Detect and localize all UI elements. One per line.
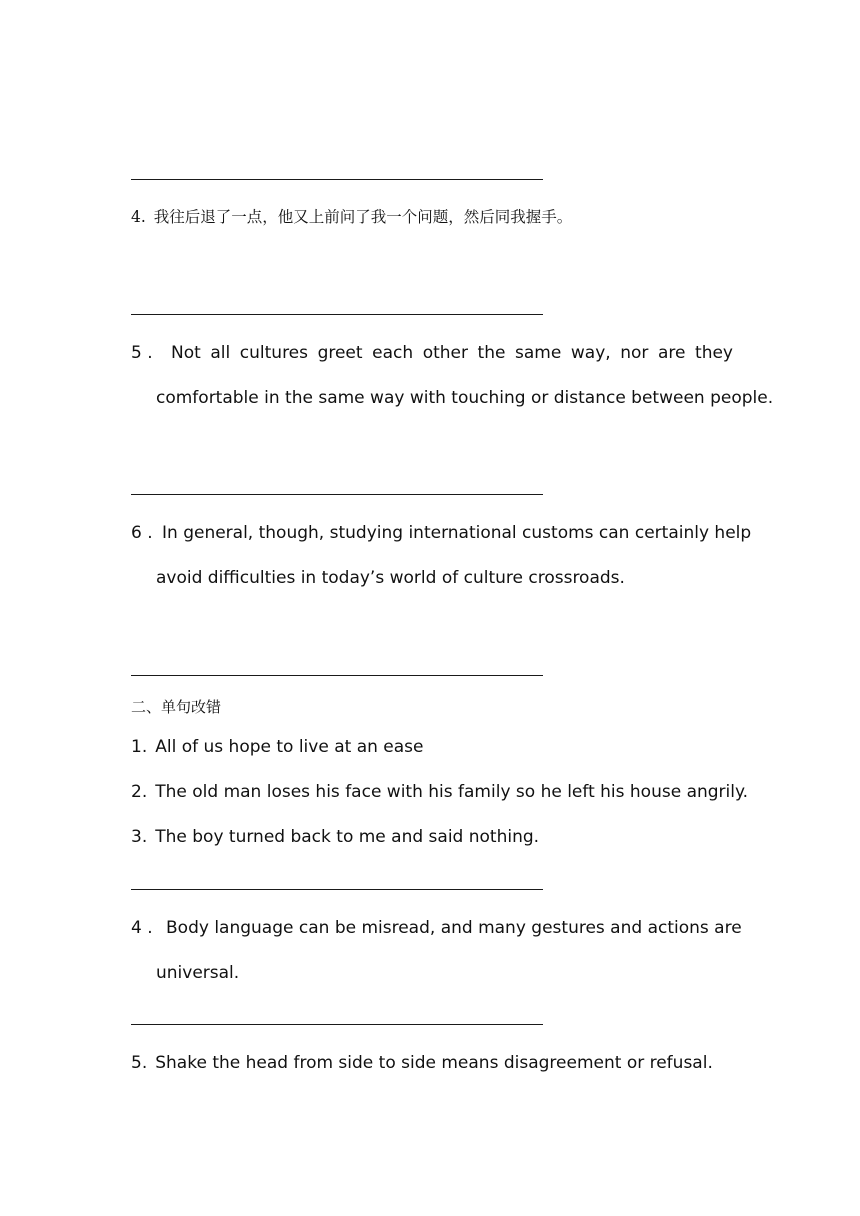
item-text-line1: Body language can be misread, and many gestures and actions are	[166, 918, 742, 938]
correction-item-2	[131, 781, 748, 803]
answer-line	[131, 889, 543, 890]
item-text: The old man loses his face with his family so he left his house angrily.	[155, 782, 749, 802]
answer-line	[131, 314, 543, 315]
item-text-line2: comfortable in the same way with touching or distance between people.	[156, 388, 774, 408]
section-title: 二、单句改错	[131, 698, 222, 716]
item-number: 1.	[131, 737, 148, 757]
correction-item-3	[131, 826, 539, 848]
item-text-line2: universal.	[156, 963, 240, 983]
correction-item-5	[131, 1052, 713, 1074]
item-text-line1: Not all cultures greet each other the same way, nor are they	[171, 343, 733, 363]
correction-item-1	[131, 736, 423, 758]
item-number: 4 .	[131, 918, 153, 938]
item-text-line1: In general, though, studying international customs can certainly help	[162, 523, 752, 543]
item-text: All of us hope to live at an ease	[155, 737, 424, 757]
item-number: 4.	[131, 208, 146, 226]
item-text: 我往后退了一点，他又上前问了我一个问题，然后同我握手。	[153, 208, 573, 226]
answer-line	[131, 179, 543, 180]
item-number: 3.	[131, 827, 148, 847]
answer-line	[131, 675, 543, 676]
item-text: Shake the head from side to side means disagreement or refusal.	[155, 1053, 713, 1073]
answer-line	[131, 494, 543, 495]
item-text-line2: avoid difficulties in today’s world of culture crossroads.	[156, 568, 625, 588]
translation-item-4	[131, 206, 572, 228]
item-number: 5 .	[131, 343, 153, 363]
item-number: 5.	[131, 1053, 148, 1073]
answer-line	[131, 1024, 543, 1025]
item-number: 6 .	[131, 523, 153, 543]
item-text: The boy turned back to me and said nothing.	[155, 827, 540, 847]
item-number: 2.	[131, 782, 148, 802]
